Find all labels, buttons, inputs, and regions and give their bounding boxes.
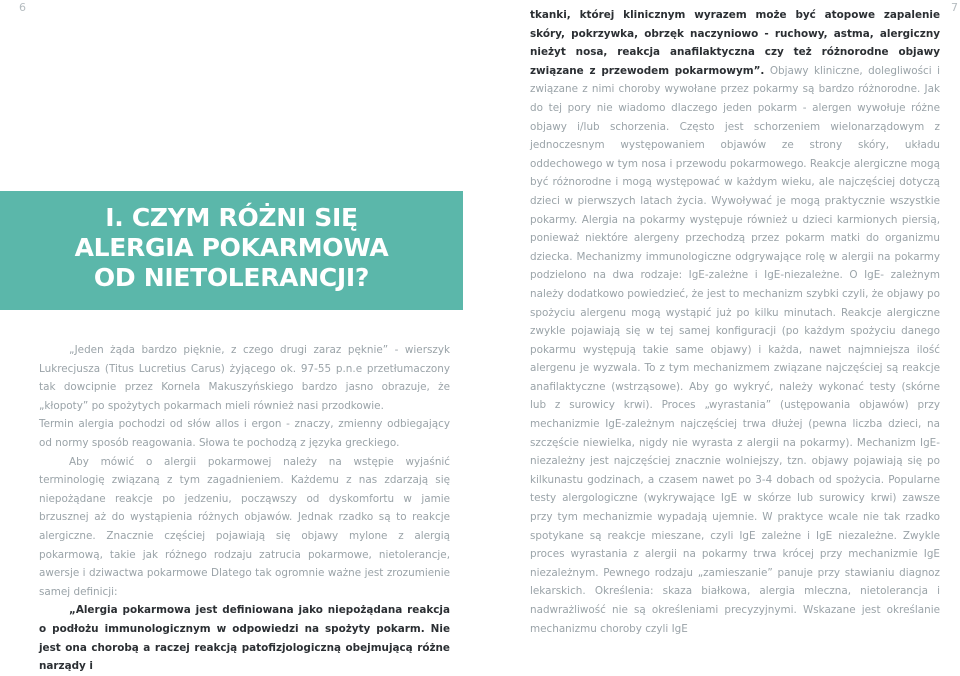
terminology-paragraph [39,453,450,676]
definition-text: „Alergia pokarmowa jest definiowana jako niepożądana reakcja o podłożu immunologicznym w odpowiedzi na spożyty pokarm. Nie jest ona chorobą a raczej reakcją patofizjologiczną obejmującą różne narządy i [39,604,450,673]
clinical-symptoms-text: Objawy kliniczne, dolegliwości i związane z nimi choroby wywołane przez pokarmy są bardzo różnorodne. Jak do tej pory nie wiadomo dlaczego jeden pokarm - alergen wywołuje różne objawy i/lub schorzenia. Często jest schorzeniem wielonarządowym z jednoczesnym występowaniem objawów ze strony skóry, układu oddechowego w tym nosa i przewodu pokarmowego. Reakcje alergiczne mogą być różnorodne i mogą występować w każdym wieku, ale najczęściej dotyczą dzieci w pierwszych latach życia. Wywoływać je mogą praktycznie wszystkie pokarmy. Alergia na pokarmy występuje również u dzieci karmionych piersią, ponieważ niektóre alergeny przechodzą przez pokarm matki do organizmu dziecka. Mechanizmy immunologiczne odgrywające rolę w alergii na pokarmy podzielono na dwa rodzaje: IgE-zależne i IgE-niezależne. O IgE- zależnym należy dodatkowo powiedzieć, że jest to mechanizm szybki czyli, że objawy po spożyciu alergenu mogą wystąpić już po kilku minutach. Reakcje alergiczne zwykle pojawiają się w tej samej konfiguracji (po każdym spożyciu danego pokarmu występują takie same objawy) i każda, nawet najmniejsza ilość alergenu je wyzwala. To z tym mechanizmem związane najczęściej są reakcje anafilaktyczne (wstrząsowe). Aby go wykryć, należy wykonać testy (skórne lub z surowicy krwi). Proces „wyrastania” (ustępowania objawów) przy mechanizmie IgE-zależnym najczęściej trwa dłużej (pewna liczba dzieci, na szczęście niewielka, nigdy nie wyrasta z alergii na pokarmy). Mechanizm IgE-niezależny jest najczęściej znacznie wolniejszy, tzn. objawy pojawiają się po kilkunastu godzinach, a czasem nawet po 3-4 dobach od spożycia. Popularne testy alergologiczne (wykrywające IgE w skórze lub surowicy krwi) zawsze przy tym mechanizmie wypadają ujemnie. W praktyce wcale nie tak rzadko spotykane są reakcje mieszane, czyli IgE zależne i IgE niezależne. Zwykle proces wyrastania z alergii na pokarmy trwa krócej przy mechanizmie IgE niezależnym. Pewnego rodzaju „zamieszanie” panuje przy stawianiu diagnoz lekarskich. Określenia: skaza białkowa, alergia mleczna, nietolerancja i nadwrażliwość nie są określeniami precyzyjnymi. Wskazane jest określanie mechanizmu choroby czyli IgE [530,64,940,635]
definition-continued-paragraph [530,6,940,638]
intro-paragraph: „Jeden żąda bardzo pięknie, z czego drugi zaraz pęknie” - wierszyk Lukrecjusza (Titus Lucretius Carus) żyjącego ok. 97-55 p.n.e przetłumaczony tak dowcipnie przez Kornela Makuszyńskiego bardzo jasno obrazuje, że „kłopoty” po spożytych pokarmach mieli również nasi przodkowie. [39,344,450,412]
etymology-paragraph: Termin alergia pochodzi od słów allos i ergon - znaczy, zmienny odbiegający od normy sposób reagowania. Słowa te pochodzą z języka greckiego. [39,418,450,449]
left-text-column [39,341,450,676]
chapter-title-line-3: OD NIETOLERANCJI? [93,263,370,292]
page-number-left: 6 [19,1,26,14]
chapter-title-line-1: I. CZYM RÓŻNI SIĘ [105,203,358,232]
chapter-title-line-2: ALERGIA POKARMOWA [74,233,389,262]
chapter-title [0,203,463,293]
left-page [0,0,480,673]
page-number-right: 7 [951,1,958,14]
right-text-column [530,6,940,638]
terminology-text: Aby mówić o alergii pokarmowej należy na wstępie wyjaśnić terminologię związaną z tym zagadnieniem. Każdemu z nas zdarzają się niepożądane reakcje po jedzeniu, począwszy od dyskomfortu w jamie brzusznej aż do wystąpienia różnych objawów. Jednak rzadko są to reakcje alergiczne. Znacznie częściej pojawiają się objawy mylone z alergią pokarmową, takie jak różnego rodzaju zatrucia pokarmowe, nietolerancje, awersje i dziwactwa pokarmowe Dlatego tak ogromnie ważne jest zrozumienie samej definicji: [39,455,450,598]
right-page [480,0,960,635]
definition-continued-text: tkanki, której klinicznym wyrazem może być atopowe zapalenie skóry, pokrzywka, obrzęk naczyniowo - ruchowy, astma, alergiczny nieżyt nosa, reakcja anafilaktyczna czy też różnorodne objawy związane z przewodem pokarmowym”. [530,9,940,77]
